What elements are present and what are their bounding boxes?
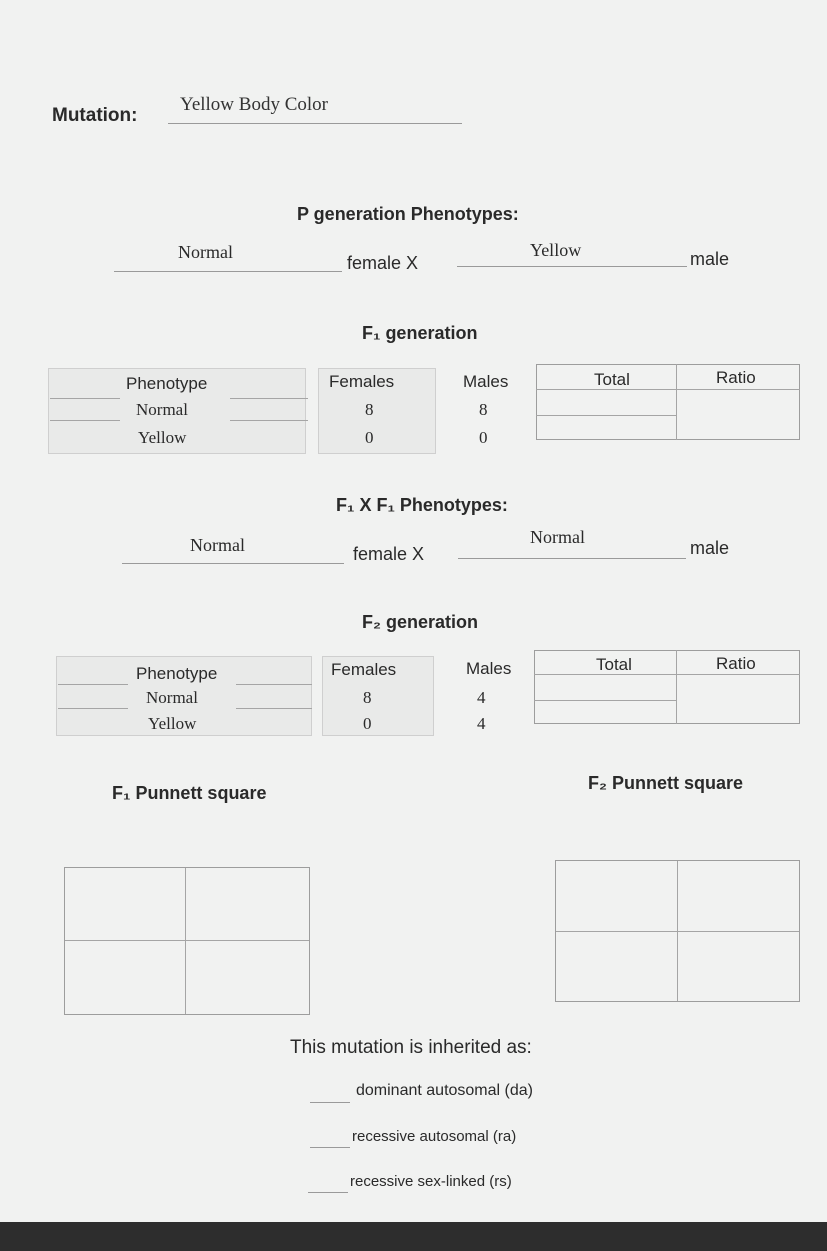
punnett-divider [556,931,799,932]
mutation-underline [168,123,462,124]
f1-cross-female-underline [122,563,344,564]
desk-edge [0,1222,827,1251]
f1-table-rule [536,389,800,390]
f2-row-phenotype: Normal [146,688,198,707]
f2-header-males: Males [466,659,512,678]
f1-row-phenotype: Normal [136,400,188,419]
p-male-phenotype: Yellow [530,240,582,260]
f1-table-rule [50,398,120,399]
f1-cross-male-underline [458,558,686,559]
f1-table-rule [230,398,308,399]
f1-row-males: 8 [479,400,488,419]
f1-table-total-ratio-box [536,364,800,440]
f1-header-males: Males [463,372,509,391]
f2-generation-title: F₂ generation [362,612,479,632]
punnett-divider [65,940,309,941]
f1-generation-title: F₁ generation [362,323,478,343]
f2-table-rule [58,684,128,685]
f1-cross-female-phenotype: Normal [190,535,245,555]
f2-table-rule [58,708,128,709]
f2-row-females: 8 [363,688,372,707]
f1-row-females: 8 [365,400,374,419]
f1-header-total: Total [594,370,630,389]
answer-blank-line[interactable] [310,1102,350,1103]
answer-blank-line[interactable] [310,1147,350,1148]
f1-header-ratio: Ratio [716,368,756,387]
f2-table-rule [534,674,800,675]
f2-table-rule [534,700,676,701]
f1-header-females: Females [329,372,395,391]
f1-punnett-square [64,867,310,1015]
p-male-label: male [690,249,730,269]
f1-cross-male-label: male [690,538,730,558]
f1-cross-title: F₁ X F₁ Phenotypes: [336,495,508,515]
option-recessive-autosomal: recessive autosomal (ra) [352,1128,517,1145]
f2-punnett-square [555,860,800,1002]
f1-table-divider [676,364,677,440]
f1-header-phenotype: Phenotype [126,374,208,393]
p-female-underline [114,271,342,272]
f2-table-rule [236,708,312,709]
f2-row-males: 4 [477,714,486,733]
p-female-phenotype: Normal [178,242,233,262]
f2-table-total-ratio-box [534,650,800,724]
f2-header-ratio: Ratio [716,654,756,673]
f2-header-total: Total [596,655,632,674]
f1-cross-female-label: female X [353,544,425,564]
f1-cross-male-phenotype: Normal [530,527,585,547]
f1-row-females: 0 [365,428,374,447]
f2-row-phenotype: Yellow [148,714,197,733]
f1-row-phenotype: Yellow [138,428,187,447]
f2-header-females: Females [331,660,397,679]
f2-table-divider [676,650,677,724]
f2-table-rule [236,684,312,685]
p-generation-title: P generation Phenotypes: [297,204,519,224]
option-dominant-autosomal: dominant autosomal (da) [356,1082,533,1099]
f2-row-females: 0 [363,714,372,733]
f2-punnett-title: F₂ Punnett square [588,773,744,793]
inheritance-question: This mutation is inherited as: [290,1037,532,1058]
f1-table-rule [230,420,308,421]
mutation-label: Mutation: [52,105,138,126]
f2-header-phenotype: Phenotype [136,664,218,683]
f1-punnett-title: F₁ Punnett square [112,783,267,803]
punnett-divider [185,868,186,1014]
mutation-value: Yellow Body Color [180,94,328,115]
answer-blank-line[interactable] [308,1192,348,1193]
option-recessive-sex-linked: recessive sex-linked (rs) [350,1173,512,1190]
f1-row-males: 0 [479,428,488,447]
f1-table-rule [50,420,120,421]
p-male-underline [457,266,687,267]
f1-table-rule [536,415,676,416]
f2-row-males: 4 [477,688,486,707]
p-female-label: female X [347,253,419,273]
